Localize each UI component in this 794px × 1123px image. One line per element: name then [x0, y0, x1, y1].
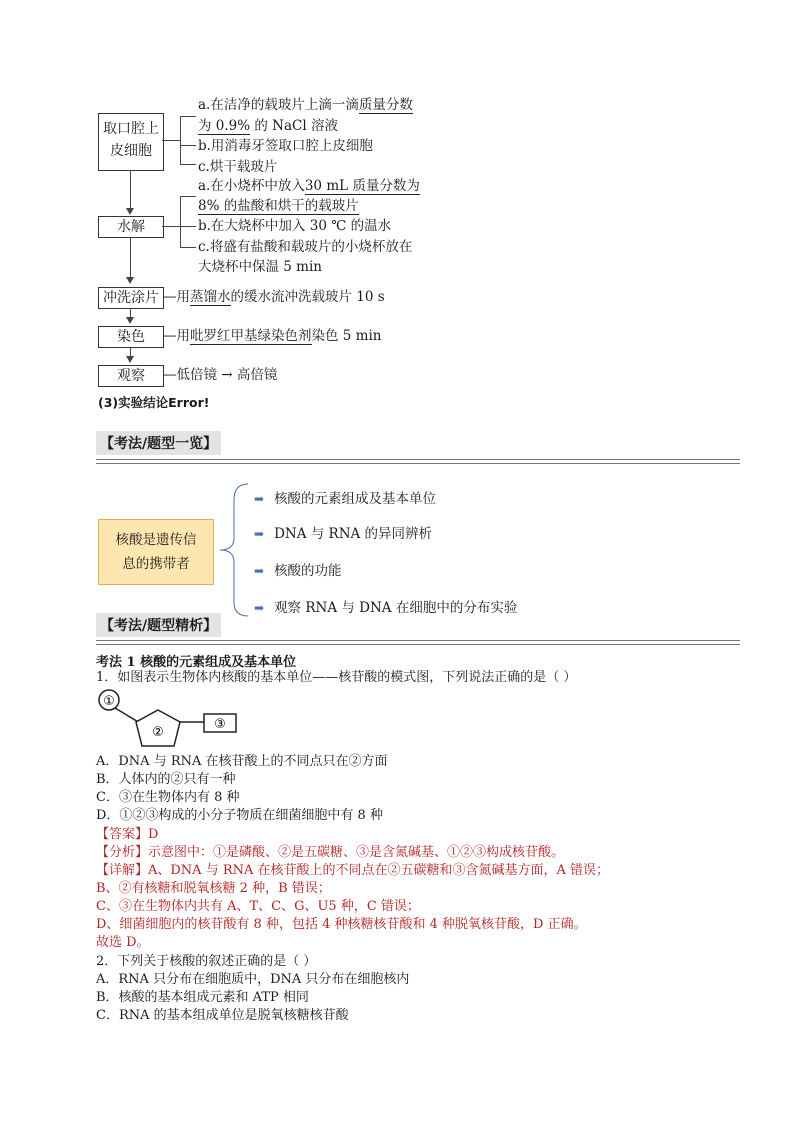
step1-c: c.烘干载玻片	[198, 159, 278, 175]
q1-option-b: B．人体内的②只有一种	[96, 772, 236, 787]
q1-detail-line: 【详解】A、DNA 与 RNA 在核苷酸上的不同点在②五碳糖和③含氮碱基方面，A 错误；	[96, 863, 610, 878]
flow-box-5	[98, 365, 164, 387]
mindmap-center-line1: 核酸是遗传信	[115, 532, 197, 548]
step5: —低倍镜 → 高倍镜	[163, 367, 278, 383]
mindmap-item: ➡ DNA 与 RNA 的异同辨析	[254, 526, 433, 542]
flow-box-1	[98, 113, 164, 171]
section-title-overview: 【考法/题型一览】	[96, 431, 221, 455]
q1-stem: 1．如图表示生物体内核酸的基本单位——核苷酸的模式图，下列说法正确的是（ ）	[96, 670, 577, 685]
step1-a: a.在洁净的载玻片上滴一滴质量分数	[198, 97, 413, 113]
flow-box-1-line1: 取口腔上	[103, 121, 159, 137]
mindmap-item: ➡ 观察 RNA 与 DNA 在细胞中的分布实验	[254, 600, 518, 616]
step4: —用吡罗红甲基绿染色剂染色 5 min	[163, 328, 382, 344]
mindmap-center-line2: 息的携带者	[122, 556, 190, 572]
step2-a: a.在小烧杯中放入30 mL 质量分数为	[198, 178, 420, 194]
nucleotide-diagram	[96, 688, 246, 750]
conclusion: (3)实验结论Error!	[98, 395, 210, 410]
arrow-right-icon: ➡	[254, 564, 265, 578]
q1-answer: 【答案】D	[96, 827, 159, 842]
q2-stem: 2．下列关于核酸的叙述正确的是（ ）	[96, 954, 317, 969]
flow-box-2	[98, 216, 164, 238]
step1-b: b.用消毒牙签取口腔上皮细胞	[198, 138, 373, 154]
q1-detail-line: B、②有核糖和脱氧核糖 2 种，B 错误；	[96, 881, 331, 896]
step1-a2: 为 0.9% 的 NaCl 溶液	[198, 118, 338, 134]
arrow-right-icon: ➡	[254, 601, 265, 615]
flow-box-5-label: 观察	[117, 368, 145, 384]
q1-detail-line: D、细菌细胞内的核苷酸有 8 种，包括 4 种核糖核苷酸和 4 种脱氧核苷酸，D 正确。	[96, 917, 587, 932]
diagram-label-2: ②	[152, 725, 164, 740]
flow-box-2-label: 水解	[117, 219, 145, 235]
mindmap-brace	[214, 480, 254, 620]
flow-box-1-line2: 皮细胞	[110, 143, 152, 159]
q1-option-c: C．③在生物体内有 8 种	[96, 790, 240, 805]
q2-option-c: C．RNA 的基本组成单位是脱氧核糖核苷酸	[96, 1008, 349, 1023]
step2-c: c.将盛有盐酸和载玻片的小烧杯放在	[198, 239, 413, 255]
q2-option-a: A．RNA 只分布在细胞质中，DNA 只分布在细胞核内	[96, 972, 410, 987]
step2-b: b.在大烧杯中加入 30 ℃ 的温水	[198, 218, 392, 234]
q1-option-d: D．①②③构成的小分子物质在细菌细胞中有 8 种	[96, 808, 383, 823]
arrow-right-icon: ➡	[254, 527, 265, 541]
q1-detail-line: 故选 D。	[96, 935, 150, 950]
flow-box-3	[98, 287, 164, 309]
step2-a2: 8% 的盐酸和烘干的载玻片	[198, 198, 359, 214]
arrow-right-icon: ➡	[254, 492, 265, 506]
q1-detail-line: C、③在生物体内共有 A、T、C、G、U5 种，C 错误；	[96, 899, 420, 914]
mindmap-item: ➡ 核酸的元素组成及基本单位	[254, 491, 437, 507]
kaofa1-title: 考法 1 核酸的元素组成及基本单位	[96, 655, 297, 670]
q1-option-a: A．DNA 与 RNA 在核苷酸上的不同点只在②方面	[96, 754, 388, 769]
diagram-label-3: ③	[214, 717, 226, 732]
q1-analysis: 【分析】示意图中：①是磷酸、②是五碳糖、③是含氮碱基、①②③构成核苷酸。	[96, 845, 565, 860]
mindmap-item: ➡ 核酸的功能	[254, 563, 342, 579]
diagram-label-1: ①	[103, 694, 115, 709]
flow-box-3-label: 冲洗涂片	[103, 290, 159, 306]
q2-option-b: B．核酸的基本组成元素和 ATP 相同	[96, 990, 309, 1005]
step3: —用蒸馏水的缓水流冲洗载玻片 10 s	[163, 289, 385, 305]
step2-c2: 大烧杯中保温 5 min	[198, 259, 322, 275]
mindmap-center-box	[98, 519, 214, 585]
flow-box-4	[98, 326, 164, 348]
section-title-analysis: 【考法/题型精析】	[96, 613, 221, 637]
flow-box-4-label: 染色	[117, 329, 145, 345]
